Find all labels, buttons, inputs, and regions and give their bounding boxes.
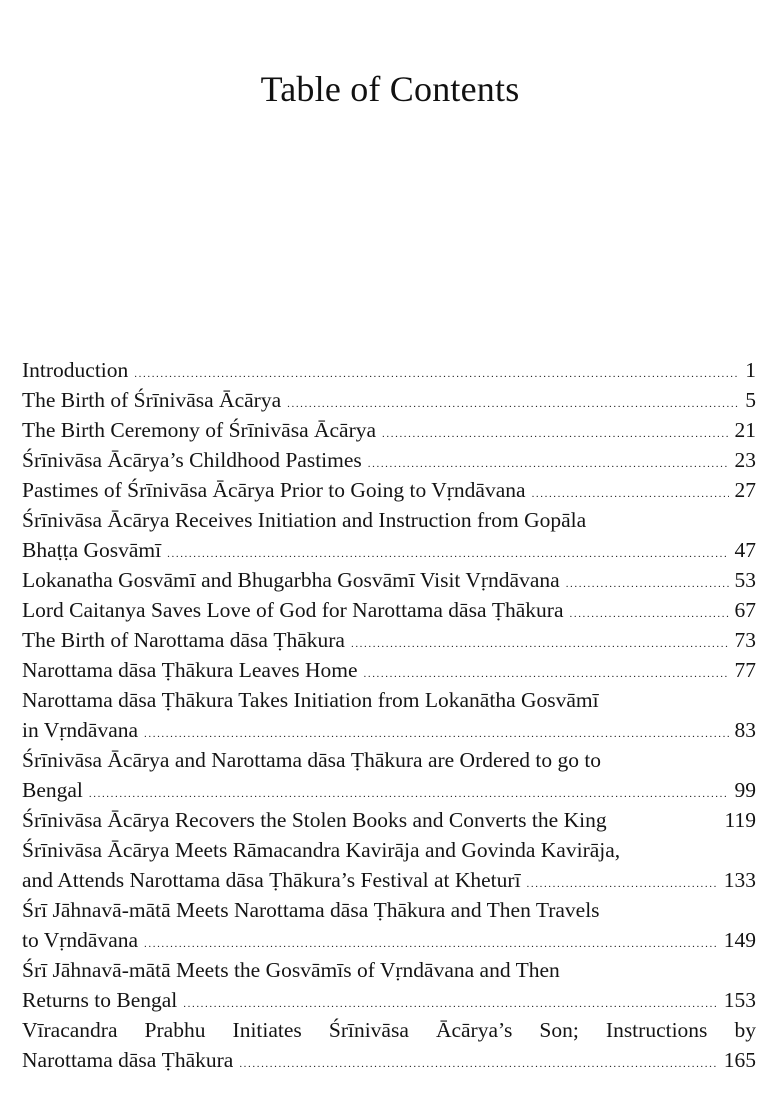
toc-entry-title-continued: Narottama dāsa Ṭhākura xyxy=(22,1048,234,1072)
toc-page-number: 133 xyxy=(723,868,756,892)
toc-entry-title: Śrī Jāhnavā-mātā Meets Narottama dāsa Ṭhākura and Then Travels xyxy=(22,898,600,922)
toc-page-number: 67 xyxy=(734,598,756,622)
toc-entry-title: Introduction xyxy=(22,358,129,382)
toc-entry-title: Śrīnivāsa Ācārya Receives Initiation and Instruction from Gopāla xyxy=(22,508,587,532)
toc-page-number: 165 xyxy=(723,1048,756,1072)
dot-leader xyxy=(570,599,729,625)
toc-entry[interactable] xyxy=(22,805,756,835)
dot-leader xyxy=(89,779,729,805)
toc-entry-title: Pastimes of Śrīnivāsa Ācārya Prior to Going to Vṛndāvana xyxy=(22,478,526,502)
toc-page-number: 119 xyxy=(724,808,756,832)
toc-entry[interactable] xyxy=(22,685,756,745)
toc-entry[interactable] xyxy=(22,625,756,655)
toc-entry-title: The Birth Ceremony of Śrīnivāsa Ācārya xyxy=(22,418,377,442)
toc-entry[interactable] xyxy=(22,445,756,475)
dot-leader xyxy=(382,419,728,445)
toc-entry-title-continued: to Vṛndāvana xyxy=(22,928,139,952)
dot-leader xyxy=(351,629,729,655)
toc-entry[interactable] xyxy=(22,835,756,895)
toc-page-number: 21 xyxy=(734,418,756,442)
toc-entry[interactable] xyxy=(22,595,756,625)
toc-page-number: 73 xyxy=(734,628,756,652)
toc-page-number: 99 xyxy=(734,778,756,802)
dot-leader xyxy=(566,569,729,595)
toc-entry-title: Śrīnivāsa Ācārya Meets Rāmacandra Kavirāja and Govinda Kavirāja, xyxy=(22,838,621,862)
dot-leader xyxy=(134,359,739,385)
dot-leader xyxy=(527,869,718,895)
toc-page-number: 1 xyxy=(745,358,756,382)
toc-page-number: 83 xyxy=(734,718,756,742)
toc-entry[interactable] xyxy=(22,655,756,685)
toc-entry[interactable] xyxy=(22,475,756,505)
toc-page-number: 47 xyxy=(734,538,756,562)
toc-page-number: 23 xyxy=(734,448,756,472)
toc-entry-title-continued: Bengal xyxy=(22,778,83,802)
toc-page-number: 53 xyxy=(734,568,756,592)
dot-leader xyxy=(532,479,729,505)
toc-entry[interactable] xyxy=(22,355,756,385)
toc-entry[interactable] xyxy=(22,565,756,595)
dot-leader xyxy=(287,389,739,415)
table-of-contents xyxy=(22,355,756,1075)
toc-entry[interactable] xyxy=(22,895,756,955)
toc-entry[interactable] xyxy=(22,385,756,415)
dot-leader xyxy=(144,929,718,955)
toc-entry-title: Lord Caitanya Saves Love of God for Narottama dāsa Ṭhākura xyxy=(22,598,564,622)
toc-entry-title-continued: in Vṛndāvana xyxy=(22,718,139,742)
toc-page-number: 149 xyxy=(723,928,756,952)
toc-page-number: 153 xyxy=(723,988,756,1012)
toc-page-number: 5 xyxy=(745,388,756,412)
toc-entry-title: Śrīnivāsa Ācārya and Narottama dāsa Ṭhākura are Ordered to go to xyxy=(22,748,602,772)
toc-page-number: 27 xyxy=(734,478,756,502)
toc-entry-title: The Birth of Śrīnivāsa Ācārya xyxy=(22,388,282,412)
toc-entry[interactable] xyxy=(22,745,756,805)
toc-entry-title: Śrīnivāsa Ācārya’s Childhood Pastimes xyxy=(22,448,362,472)
toc-entry-title: Narottama dāsa Ṭhākura Leaves Home xyxy=(22,658,358,682)
toc-entry-title-continued: Returns to Bengal xyxy=(22,988,178,1012)
toc-entry-title: The Birth of Narottama dāsa Ṭhākura xyxy=(22,628,345,652)
toc-entry-title-continued: and Attends Narottama dāsa Ṭhākura’s Festival at Kheturī xyxy=(22,868,521,892)
dot-leader xyxy=(239,1049,717,1075)
toc-entry-title: Śrīnivāsa Ācārya Recovers the Stolen Books and Converts the King xyxy=(22,808,607,832)
toc-entry[interactable] xyxy=(22,955,756,1015)
toc-entry[interactable] xyxy=(22,1015,756,1075)
dot-leader xyxy=(364,659,729,685)
toc-entry-title-continued: Bhaṭṭa Gosvāmī xyxy=(22,538,162,562)
dot-leader xyxy=(144,719,728,745)
toc-entry[interactable] xyxy=(22,415,756,445)
toc-page-number: 77 xyxy=(734,658,756,682)
page-title: Table of Contents xyxy=(260,69,520,110)
toc-entry-title: Narottama dāsa Ṭhākura Takes Initiation from Lokanātha Gosvāmī xyxy=(22,688,599,712)
toc-entry[interactable] xyxy=(22,505,756,565)
toc-entry-title: Lokanatha Gosvāmī and Bhugarbha Gosvāmī Visit Vṛndāvana xyxy=(22,568,560,592)
dot-leader xyxy=(368,449,729,475)
dot-leader xyxy=(183,989,717,1015)
toc-entry-title: Vīracandra Prabhu Initiates Śrīnivāsa Ācārya’s Son; Instructions by xyxy=(22,1018,756,1042)
toc-entry-title: Śrī Jāhnavā-mātā Meets the Gosvāmīs of Vṛndāvana and Then xyxy=(22,958,560,982)
dot-leader xyxy=(167,539,728,565)
